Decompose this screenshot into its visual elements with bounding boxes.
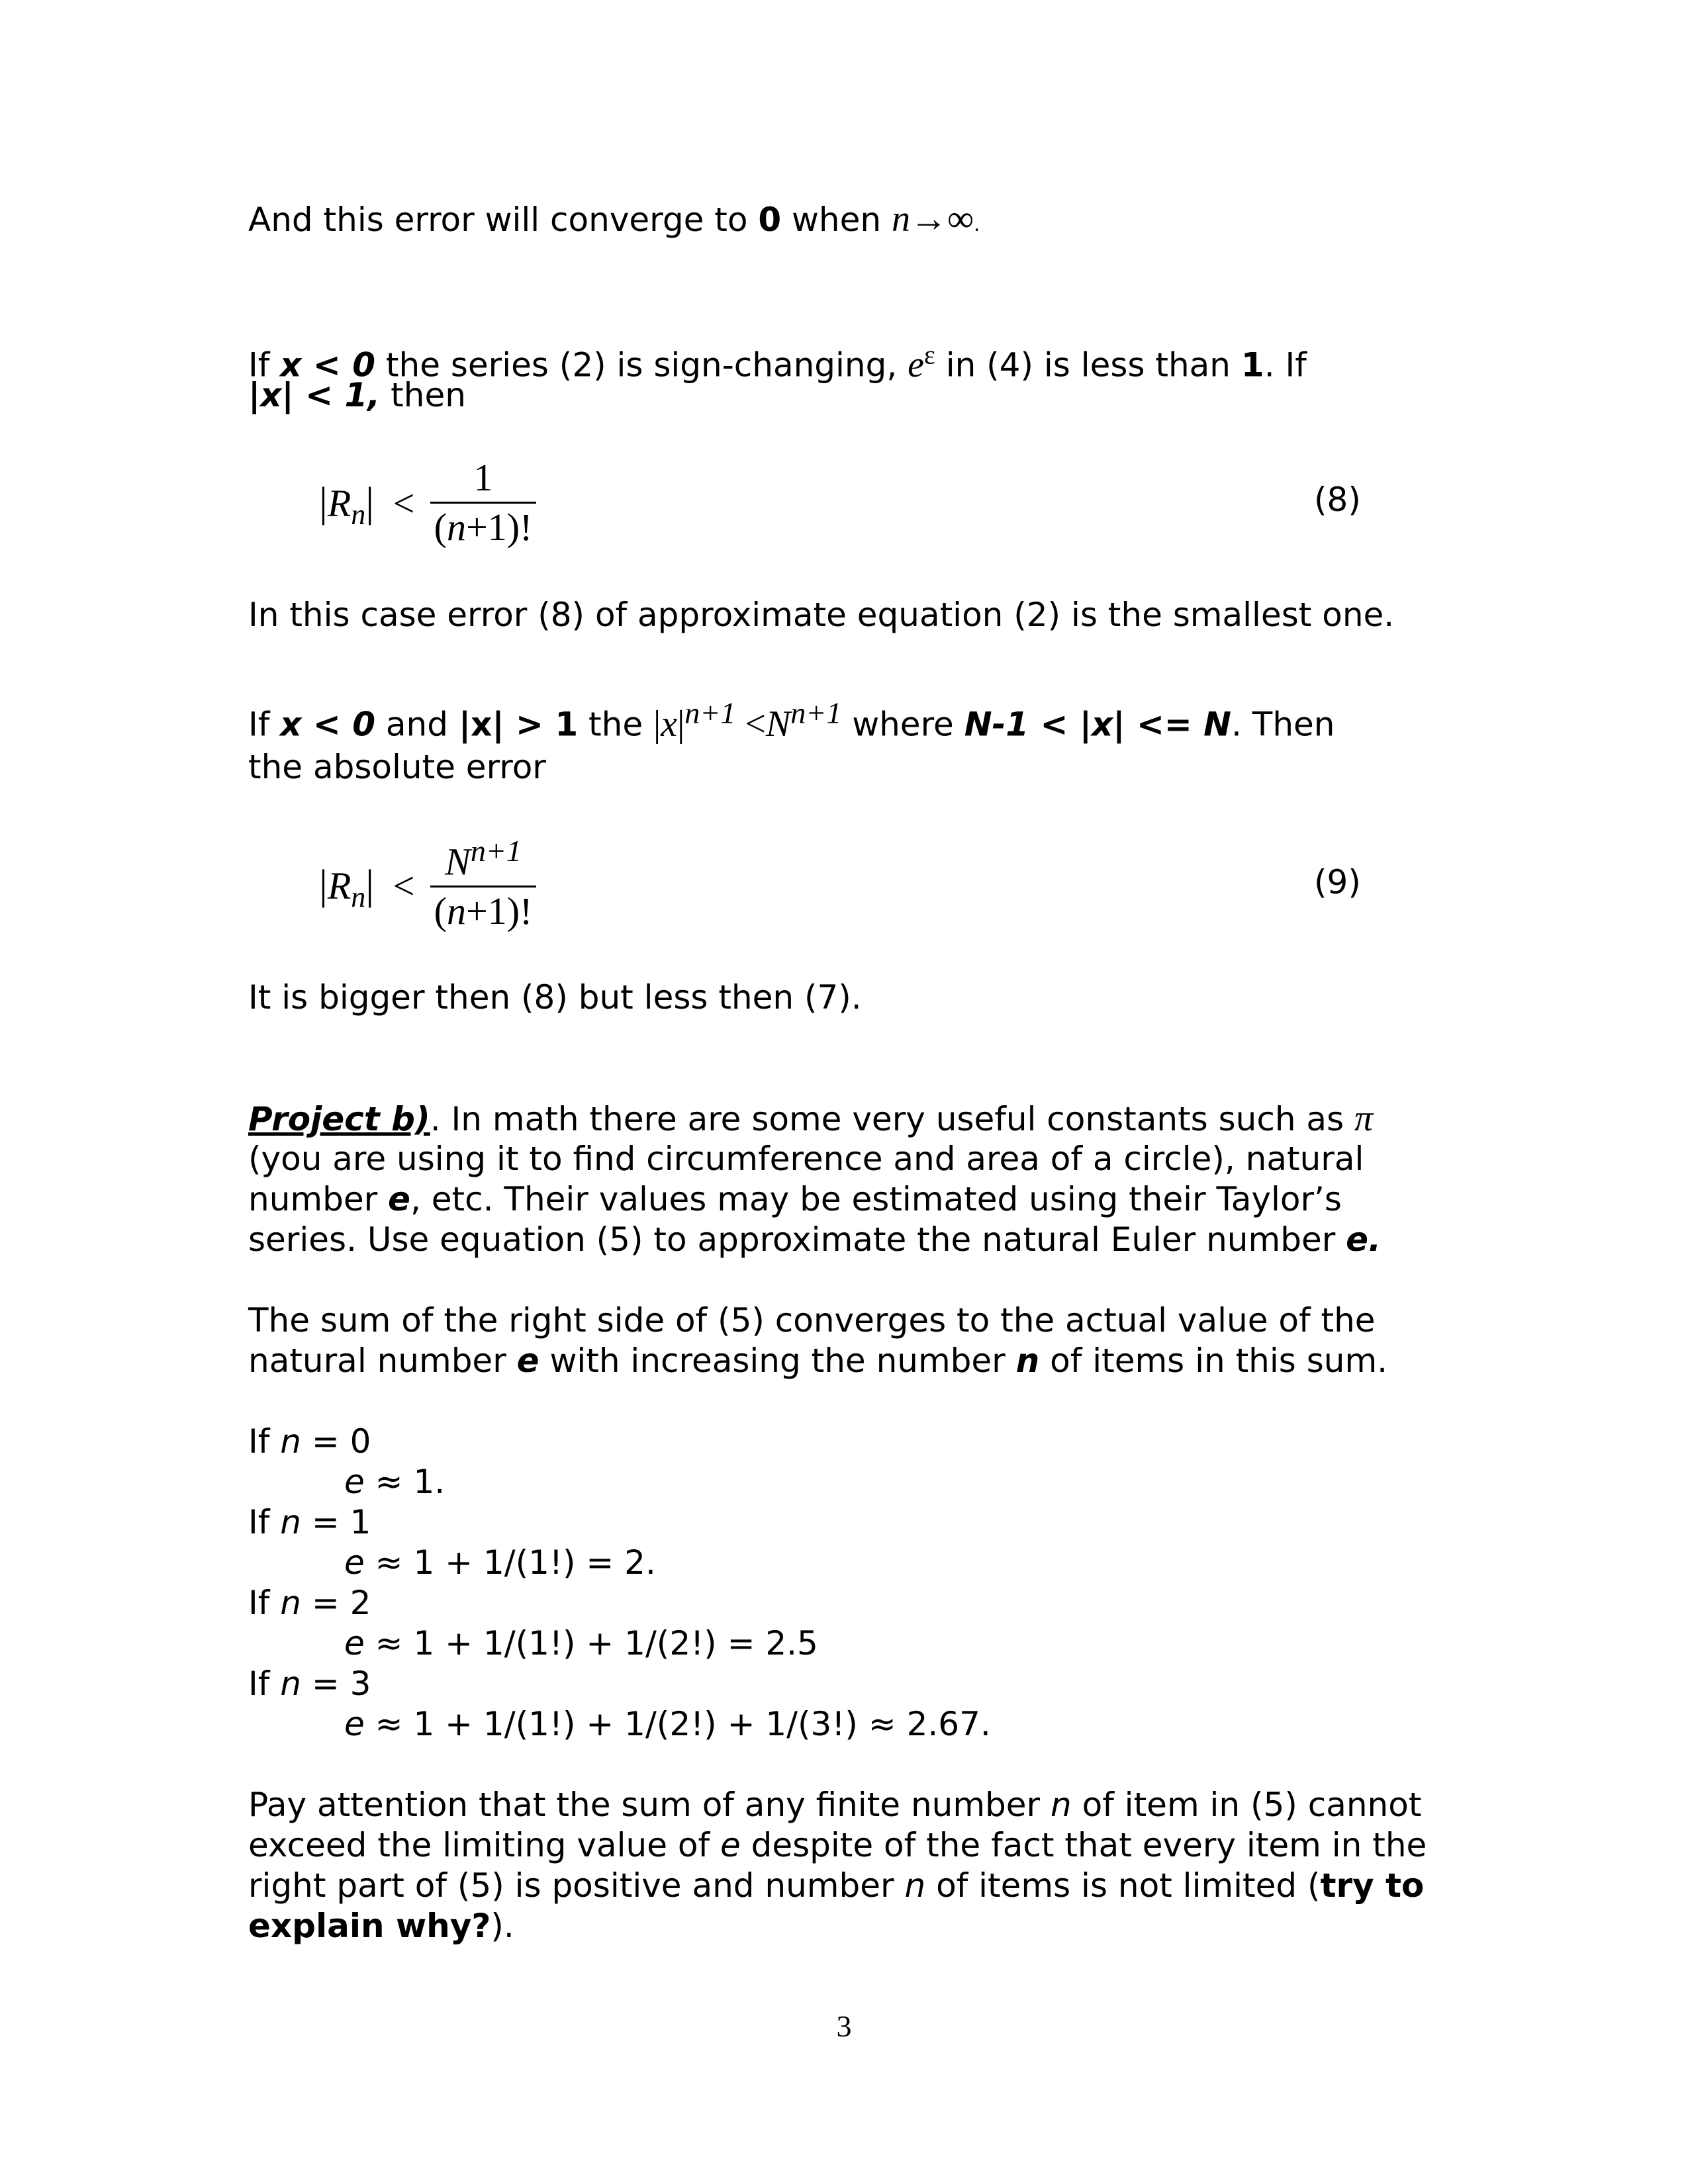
smallest-error-sentence: In this case error (8) of approximate equation (2) is the smallest one.: [248, 596, 1395, 634]
pay-attention-line4: explain why?).: [248, 1907, 514, 1945]
sign-changing-sentence-line1: If x < 0 the series (2) is sign-changing, $e^\varepsilon$ in (4) is less than 1. If: [248, 340, 1307, 385]
comparison-sentence: It is bigger then (8) but less then (7).: [248, 978, 862, 1017]
equation-9-label: (9): [1314, 863, 1361, 901]
case-n3-expression: e ≈ 1 + 1/(1!) + 1/(2!) + 1/(3!) ≈ 2.67.: [344, 1705, 991, 1743]
sign-changing-sentence-line2: |x| < 1, then: [248, 376, 466, 414]
equation-8-fraction: 1 (n+1)!: [430, 457, 536, 549]
case-n2-condition: If n = 2: [248, 1584, 371, 1622]
convergence-sentence: And this error will converge to 0 when n→∞.: [248, 199, 980, 240]
pay-attention-line3: right part of (5) is positive and number n of items is not limited (try to: [248, 1866, 1425, 1905]
equation-8-label: (8): [1314, 480, 1361, 519]
case-n1-condition: If n = 1: [248, 1503, 371, 1541]
case-n1-expression: e ≈ 1 + 1/(1!) = 2.: [344, 1543, 656, 1582]
project-b-title: Project b): [248, 1100, 430, 1138]
project-b-line1: Project b). In math there are some very useful constants such as π: [248, 1098, 1374, 1139]
case-n0-condition: If n = 0: [248, 1422, 371, 1461]
case-n3-condition: If n = 3: [248, 1664, 371, 1703]
equation-9-fraction: $N^{n+1}$ (n+1)!: [430, 830, 536, 933]
absolute-error-sentence-line1: If x < 0 and |x| > 1 the $|x|^{n+1} <N^{n+1}$ where N-1 < |x| <= N. Then: [248, 696, 1335, 745]
project-b-line4: series. Use equation (5) to approximate the natural Euler number e.: [248, 1220, 1382, 1259]
project-b-line3: number e, etc. Their values may be estimated using their Taylor’s: [248, 1180, 1342, 1218]
equation-8-lhs: $|R_n|$ <: [319, 478, 415, 531]
case-n2-expression: e ≈ 1 + 1/(1!) + 1/(2!) = 2.5: [344, 1624, 818, 1662]
project-b-line2: (you are using it to find circumference and area of a circle), natural: [248, 1140, 1364, 1178]
pay-attention-line2: exceed the limiting value of e despite of the fact that every item in the: [248, 1826, 1427, 1864]
page-number: 3: [836, 2009, 852, 2043]
equation-9-lhs: $|R_n|$ <: [319, 861, 415, 913]
absolute-error-sentence-line2: the absolute error: [248, 748, 546, 786]
sum-converges-line2: natural number e with increasing the number n of items in this sum.: [248, 1342, 1388, 1380]
case-n0-expression: e ≈ 1.: [344, 1463, 445, 1501]
sum-converges-line1: The sum of the right side of (5) converges to the actual value of the: [248, 1301, 1376, 1340]
pay-attention-line1: Pay attention that the sum of any finite number n of item in (5) cannot: [248, 1786, 1422, 1824]
